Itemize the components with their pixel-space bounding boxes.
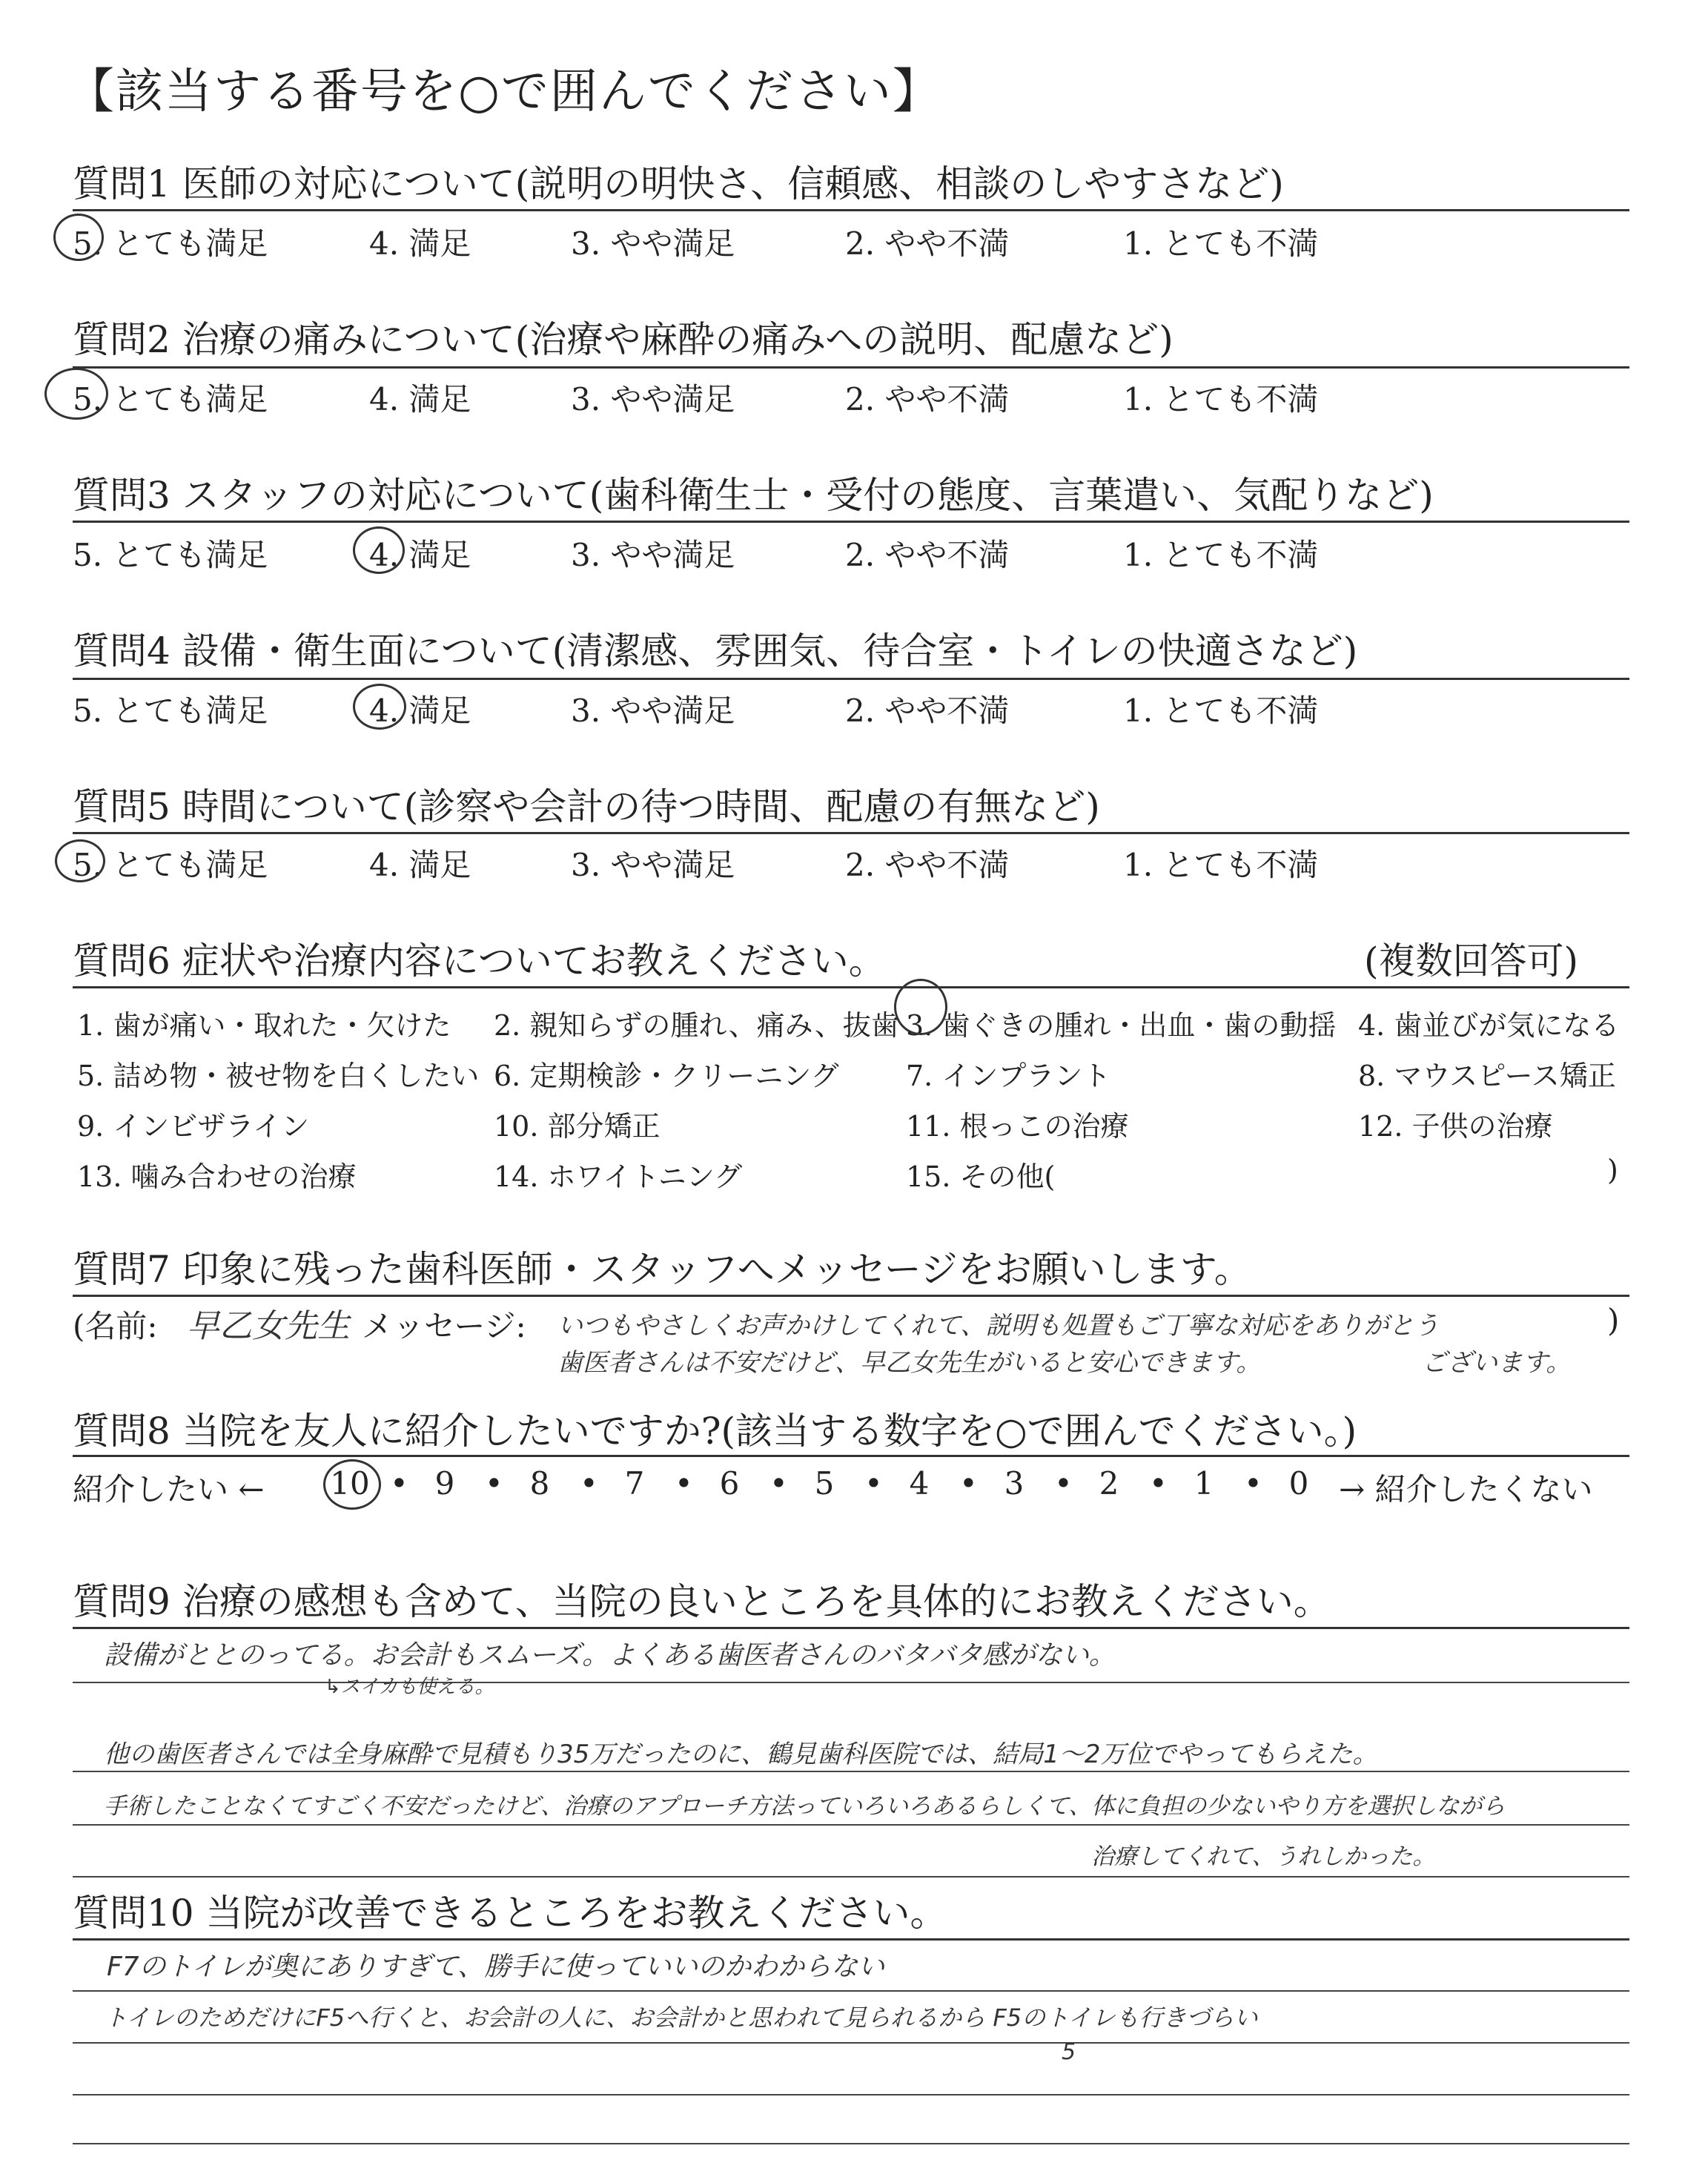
q6-option-13[interactable]: 13. 噛み合わせの治療 <box>77 1160 357 1193</box>
q9-rule-5 <box>73 1876 1629 1877</box>
q7-message-line-1[interactable]: いつもやさしくお声かけしてくれて、説明も処置もご丁寧な対応をありがとう <box>557 1311 1440 1341</box>
q8-scale-separator: • <box>675 1465 693 1502</box>
q8-scale-3[interactable]: 3 <box>1004 1465 1025 1502</box>
q6-selection-circle <box>894 979 947 1035</box>
q1-option-5[interactable]: 5. とても満足 <box>73 225 268 262</box>
q6-option-12[interactable]: 12. 子供の治療 <box>1358 1110 1553 1143</box>
q8-right-label: → 紹介したくない <box>1339 1471 1593 1507</box>
q7-message-line-2b[interactable]: ございます。 <box>1422 1348 1572 1378</box>
q6-option-14[interactable]: 14. ホワイトニング <box>494 1160 743 1193</box>
q2-option-5[interactable]: 5. とても満足 <box>73 381 268 417</box>
q8-scale-10[interactable]: 10 <box>330 1465 370 1502</box>
q9-rule-4 <box>73 1824 1629 1826</box>
q5-option-2[interactable]: 2. やや不満 <box>845 847 1010 883</box>
q6-option-5[interactable]: 5. 詰め物・被せ物を白くしたい <box>77 1060 480 1092</box>
q3-selection-circle <box>353 526 405 574</box>
page-header: 【該当する番号を○で囲んでください】 <box>67 65 941 119</box>
q2-option-2[interactable]: 2. やや不満 <box>845 381 1010 417</box>
q8-scale-8[interactable]: 8 <box>529 1465 550 1502</box>
q4-option-4[interactable]: 4. 満足 <box>369 693 471 729</box>
q6-option-15[interactable]: 15. その他( <box>906 1160 1056 1193</box>
q4-title: 質問4 設備・衛生面について(清潔感、雰囲気、待合室・トイレの快適さなど) <box>73 630 1358 673</box>
q6-option-9[interactable]: 9. インビザライン <box>77 1110 310 1143</box>
q8-scale-7[interactable]: 7 <box>624 1465 645 1502</box>
q7-rule <box>73 1295 1629 1297</box>
q8-scale-6[interactable]: 6 <box>719 1465 740 1502</box>
q6-option-2[interactable]: 2. 親知らずの腫れ、痛み、抜歯 <box>494 1009 899 1042</box>
q3-option-2[interactable]: 2. やや不満 <box>845 537 1010 573</box>
q3-option-3[interactable]: 3. やや満足 <box>571 537 735 573</box>
q8-scale-1[interactable]: 1 <box>1194 1465 1214 1502</box>
q4-option-1[interactable]: 1. とても不満 <box>1123 693 1319 729</box>
q1-option-4[interactable]: 4. 満足 <box>369 225 471 262</box>
q8-scale-separator: • <box>1149 1465 1168 1502</box>
q8-left-label: 紹介したい ← <box>73 1471 265 1507</box>
q2-rule <box>73 366 1629 369</box>
q9-answer-line-1b[interactable]: ↳スイカも使える。 <box>325 1676 494 1698</box>
q10-rule-1 <box>73 1938 1629 1941</box>
q6-option-7[interactable]: 7. インプラント <box>906 1060 1111 1092</box>
q9-rule-2 <box>73 1682 1629 1683</box>
q8-scale-separator: • <box>485 1465 503 1502</box>
q4-option-5[interactable]: 5. とても満足 <box>73 693 268 729</box>
q8-scale-separator: • <box>1054 1465 1073 1502</box>
q4-rule <box>73 678 1629 680</box>
q8-scale-4[interactable]: 4 <box>909 1465 930 1502</box>
q7-close-paren: ) <box>1607 1302 1620 1338</box>
q10-rule-3 <box>73 2042 1629 2044</box>
q4-option-3[interactable]: 3. やや満足 <box>571 693 735 729</box>
q4-selection-circle <box>353 684 406 730</box>
q1-option-1[interactable]: 1. とても不満 <box>1123 225 1319 262</box>
q6-option-11[interactable]: 11. 根っこの治療 <box>906 1110 1129 1143</box>
q6-option-15-close: ) <box>1607 1154 1618 1186</box>
q8-scale-9[interactable]: 9 <box>434 1465 455 1502</box>
q6-option-8[interactable]: 8. マウスピース矯正 <box>1358 1060 1616 1092</box>
q1-title: 質問1 医師の対応について(説明の明快さ、信頼感、相談のしやすさなど) <box>73 162 1284 205</box>
q9-rule-1 <box>73 1627 1629 1629</box>
q8-scale-separator: • <box>769 1465 788 1502</box>
q9-title: 質問9 治療の感想も含めて、当院の良いところを具体的にお教えください。 <box>73 1580 1331 1623</box>
q6-option-3[interactable]: 3. 歯ぐきの腫れ・出血・歯の動揺 <box>906 1009 1337 1042</box>
q7-name-value[interactable]: 早乙女先生 <box>187 1307 350 1345</box>
q7-message-label: メッセージ: <box>362 1308 526 1344</box>
q10-rule-5 <box>73 2143 1629 2144</box>
q6-note: (複数回答可) <box>1364 939 1579 982</box>
q9-answer-line-3[interactable]: 手術したことなくてすごく不安だったけど、治療のアプローチ方法っていろいろあるらしくて、体に負担の少ないやり方を選択しながら <box>104 1793 1506 1820</box>
q6-title: 質問6 症状や治療内容についてお教えください。 <box>73 939 886 982</box>
q1-selection-circle <box>53 214 104 261</box>
q5-option-4[interactable]: 4. 満足 <box>369 847 471 883</box>
q3-option-1[interactable]: 1. とても不満 <box>1123 537 1319 573</box>
page-number: 5 <box>1062 2039 1076 2065</box>
q9-answer-line-1[interactable]: 設備がととのってる。お会計もスムーズ。よくある歯医者さんのバタバタ感がない。 <box>104 1640 1116 1671</box>
q5-selection-circle <box>55 839 105 882</box>
q5-option-3[interactable]: 3. やや満足 <box>571 847 735 883</box>
q1-rule <box>73 209 1629 211</box>
q8-scale-separator: • <box>390 1465 408 1502</box>
q2-title: 質問2 治療の痛みについて(治療や麻酔の痛みへの説明、配慮など) <box>73 318 1174 361</box>
q8-scale-separator: • <box>959 1465 978 1502</box>
q6-option-6[interactable]: 6. 定期検診・クリーニング <box>494 1060 839 1092</box>
q6-rule <box>73 986 1629 988</box>
q2-option-3[interactable]: 3. やや満足 <box>571 381 735 417</box>
q5-option-5[interactable]: 5. とても満足 <box>73 847 268 883</box>
q7-title: 質問7 印象に残った歯科医師・スタッフへメッセージをお願いします。 <box>73 1248 1251 1291</box>
q5-rule <box>73 832 1629 834</box>
q8-title: 質問8 当院を友人に紹介したいですか?(該当する数字を○で囲んでください。) <box>73 1410 1357 1453</box>
q9-answer-line-2[interactable]: 他の歯医者さんでは全身麻酔で見積もり35万だったのに、鶴見歯科医院では、結局1〜2万位でやってもらえた。 <box>104 1740 1378 1769</box>
q5-title: 質問5 時間について(診察や会計の待つ時間、配慮の有無など) <box>73 785 1100 828</box>
q10-title: 質問10 当院が改善できるところをお教えください。 <box>73 1892 947 1935</box>
q1-option-3[interactable]: 3. やや満足 <box>571 225 735 262</box>
q8-scale-separator: • <box>864 1465 883 1502</box>
q3-title: 質問3 スタッフの対応について(歯科衛生士・受付の態度、言葉遣い、気配りなど) <box>73 474 1434 517</box>
q10-answer-line-2[interactable]: トイレのためだけにF5へ行くと、お会計の人に、お会計かと思われて見られるから F5のトイレも行きづらい <box>104 2004 1258 2032</box>
q7-name-label: (名前: <box>73 1308 158 1344</box>
q10-rule-2 <box>73 1990 1629 1992</box>
q10-rule-4 <box>73 2094 1629 2095</box>
q9-answer-line-4[interactable]: 治療してくれて、うれしかった。 <box>1091 1843 1436 1870</box>
q5-option-1[interactable]: 1. とても不満 <box>1123 847 1319 883</box>
q8-scale-separator: • <box>580 1465 598 1502</box>
q2-option-4[interactable]: 4. 満足 <box>369 381 471 417</box>
q2-option-1[interactable]: 1. とても不満 <box>1123 381 1319 417</box>
q8-scale-0[interactable]: 0 <box>1288 1465 1309 1502</box>
q2-selection-circle <box>44 368 108 420</box>
q3-option-4[interactable]: 4. 満足 <box>369 537 471 573</box>
q10-answer-line-1[interactable]: F7のトイレが奥にありすぎて、勝手に使っていいのかわからない <box>107 1952 885 1982</box>
q4-option-2[interactable]: 2. やや不満 <box>845 693 1010 729</box>
q3-option-5[interactable]: 5. とても満足 <box>73 537 268 573</box>
q7-message-line-2[interactable]: 歯医者さんは不安だけど、早乙女先生がいると安心できます。 <box>557 1348 1262 1378</box>
q8-selection-circle <box>323 1459 381 1510</box>
q6-option-10[interactable]: 10. 部分矯正 <box>494 1110 661 1143</box>
q3-rule <box>73 521 1629 523</box>
q6-option-4[interactable]: 4. 歯並びが気になる <box>1358 1009 1620 1042</box>
q8-rule <box>73 1455 1629 1457</box>
q9-rule-3 <box>73 1771 1629 1772</box>
q8-scale-2[interactable]: 2 <box>1099 1465 1119 1502</box>
q1-option-2[interactable]: 2. やや不満 <box>845 225 1010 262</box>
q8-scale-5[interactable]: 5 <box>814 1465 835 1502</box>
q8-scale-separator: • <box>1244 1465 1262 1502</box>
q6-option-1[interactable]: 1. 歯が痛い・取れた・欠けた <box>77 1009 451 1042</box>
